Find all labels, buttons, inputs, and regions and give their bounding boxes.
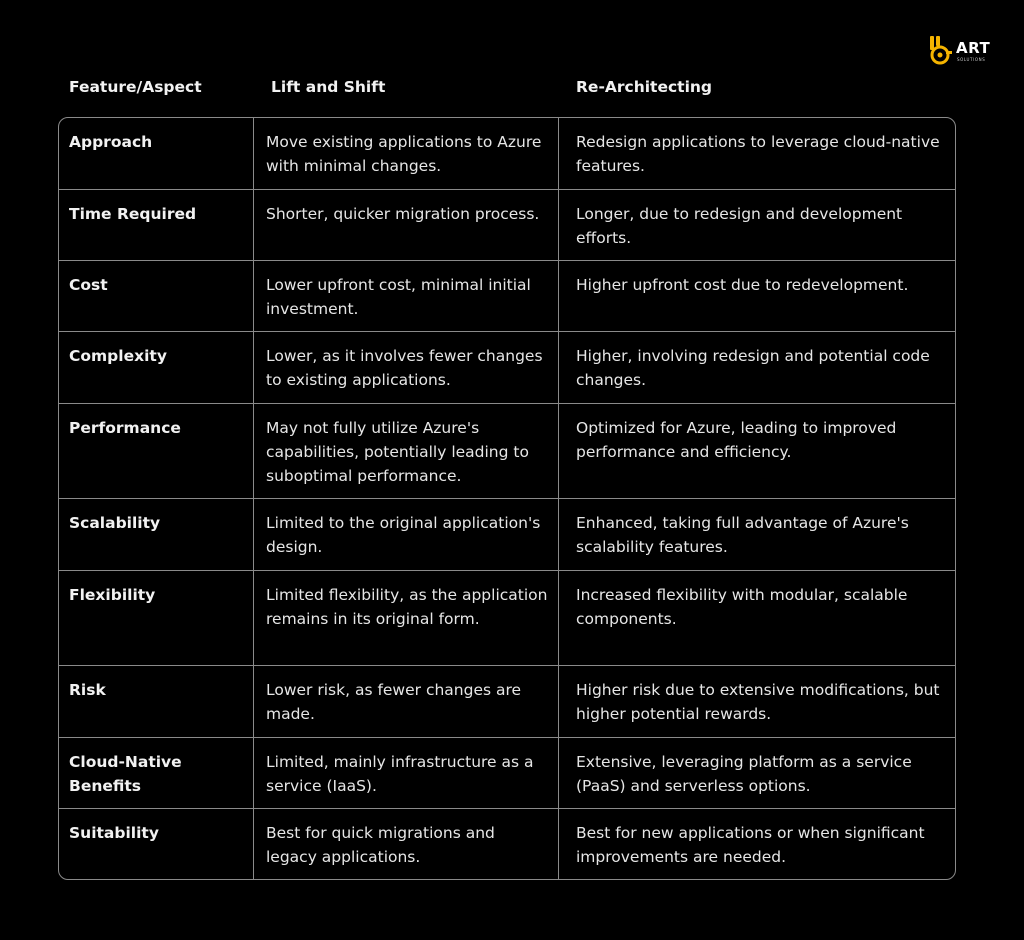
- row-re-architecting: Extensive, leveraging platform as a service (PaaS) and serverless options.: [558, 738, 955, 808]
- table-row: [59, 570, 955, 665]
- row-feature: Risk: [69, 681, 106, 699]
- row-re-architecting: Enhanced, taking full advantage of Azure's scalability features.: [558, 499, 955, 570]
- table-row: [59, 665, 955, 737]
- table-row: [59, 260, 955, 331]
- row-re-architecting: Higher, involving redesign and potential code changes.: [558, 332, 955, 403]
- table-row: [59, 403, 955, 498]
- row-re-architecting: Optimized for Azure, leading to improved performance and efficiency.: [558, 404, 955, 498]
- header-feature: Feature/Aspect: [69, 78, 202, 96]
- row-re-architecting: Higher risk due to extensive modifications, but higher potential rewards.: [558, 666, 955, 737]
- table-row: [59, 498, 955, 570]
- row-feature: Approach: [69, 133, 153, 151]
- row-lift-and-shift: Move existing applications to Azure with minimal changes.: [253, 118, 558, 189]
- row-re-architecting: Longer, due to redesign and development efforts.: [558, 190, 955, 260]
- brand-name: ART: [956, 39, 991, 57]
- row-feature: Complexity: [69, 347, 167, 365]
- table-row: [59, 189, 955, 260]
- row-feature: Flexibility: [69, 586, 156, 604]
- brand-tagline: SOLUTIONS: [957, 57, 986, 62]
- table-row: [59, 331, 955, 403]
- row-lift-and-shift: Limited to the original application's design.: [253, 499, 558, 570]
- row-lift-and-shift: Limited flexibility, as the application remains in its original form.: [253, 571, 558, 665]
- header-lift-and-shift: Lift and Shift: [271, 78, 386, 96]
- row-lift-and-shift: Limited, mainly infrastructure as a service (IaaS).: [253, 738, 558, 808]
- row-lift-and-shift: Lower upfront cost, minimal initial investment.: [253, 261, 558, 331]
- row-re-architecting: Higher upfront cost due to redevelopment.: [558, 261, 955, 331]
- table-row: [59, 118, 955, 189]
- table-row: [59, 737, 955, 808]
- row-feature: Suitability: [69, 824, 159, 842]
- header-re-architecting: Re-Architecting: [576, 78, 713, 96]
- row-lift-and-shift: Best for quick migrations and legacy applications.: [253, 809, 558, 879]
- brand-logo-icon: [929, 36, 955, 66]
- row-re-architecting: Increased flexibility with modular, scalable components.: [558, 571, 955, 665]
- row-lift-and-shift: Shorter, quicker migration process.: [253, 190, 558, 260]
- row-re-architecting: Best for new applications or when significant improvements are needed.: [558, 809, 955, 879]
- comparison-table: [58, 117, 956, 880]
- row-feature: Performance: [69, 419, 181, 437]
- row-lift-and-shift: Lower risk, as fewer changes are made.: [253, 666, 558, 737]
- row-feature: Cloud-Native Benefits: [69, 753, 182, 795]
- table-row: [59, 808, 955, 879]
- row-feature: Time Required: [69, 205, 197, 223]
- row-feature: Cost: [69, 276, 108, 294]
- table-header: [0, 78, 1024, 98]
- brand-logo: [929, 36, 995, 66]
- row-lift-and-shift: Lower, as it involves fewer changes to existing applications.: [253, 332, 558, 403]
- row-re-architecting: Redesign applications to leverage cloud-native features.: [558, 118, 955, 189]
- row-feature: Scalability: [69, 514, 161, 532]
- row-lift-and-shift: May not fully utilize Azure's capabilities, potentially leading to suboptimal performance.: [253, 404, 558, 498]
